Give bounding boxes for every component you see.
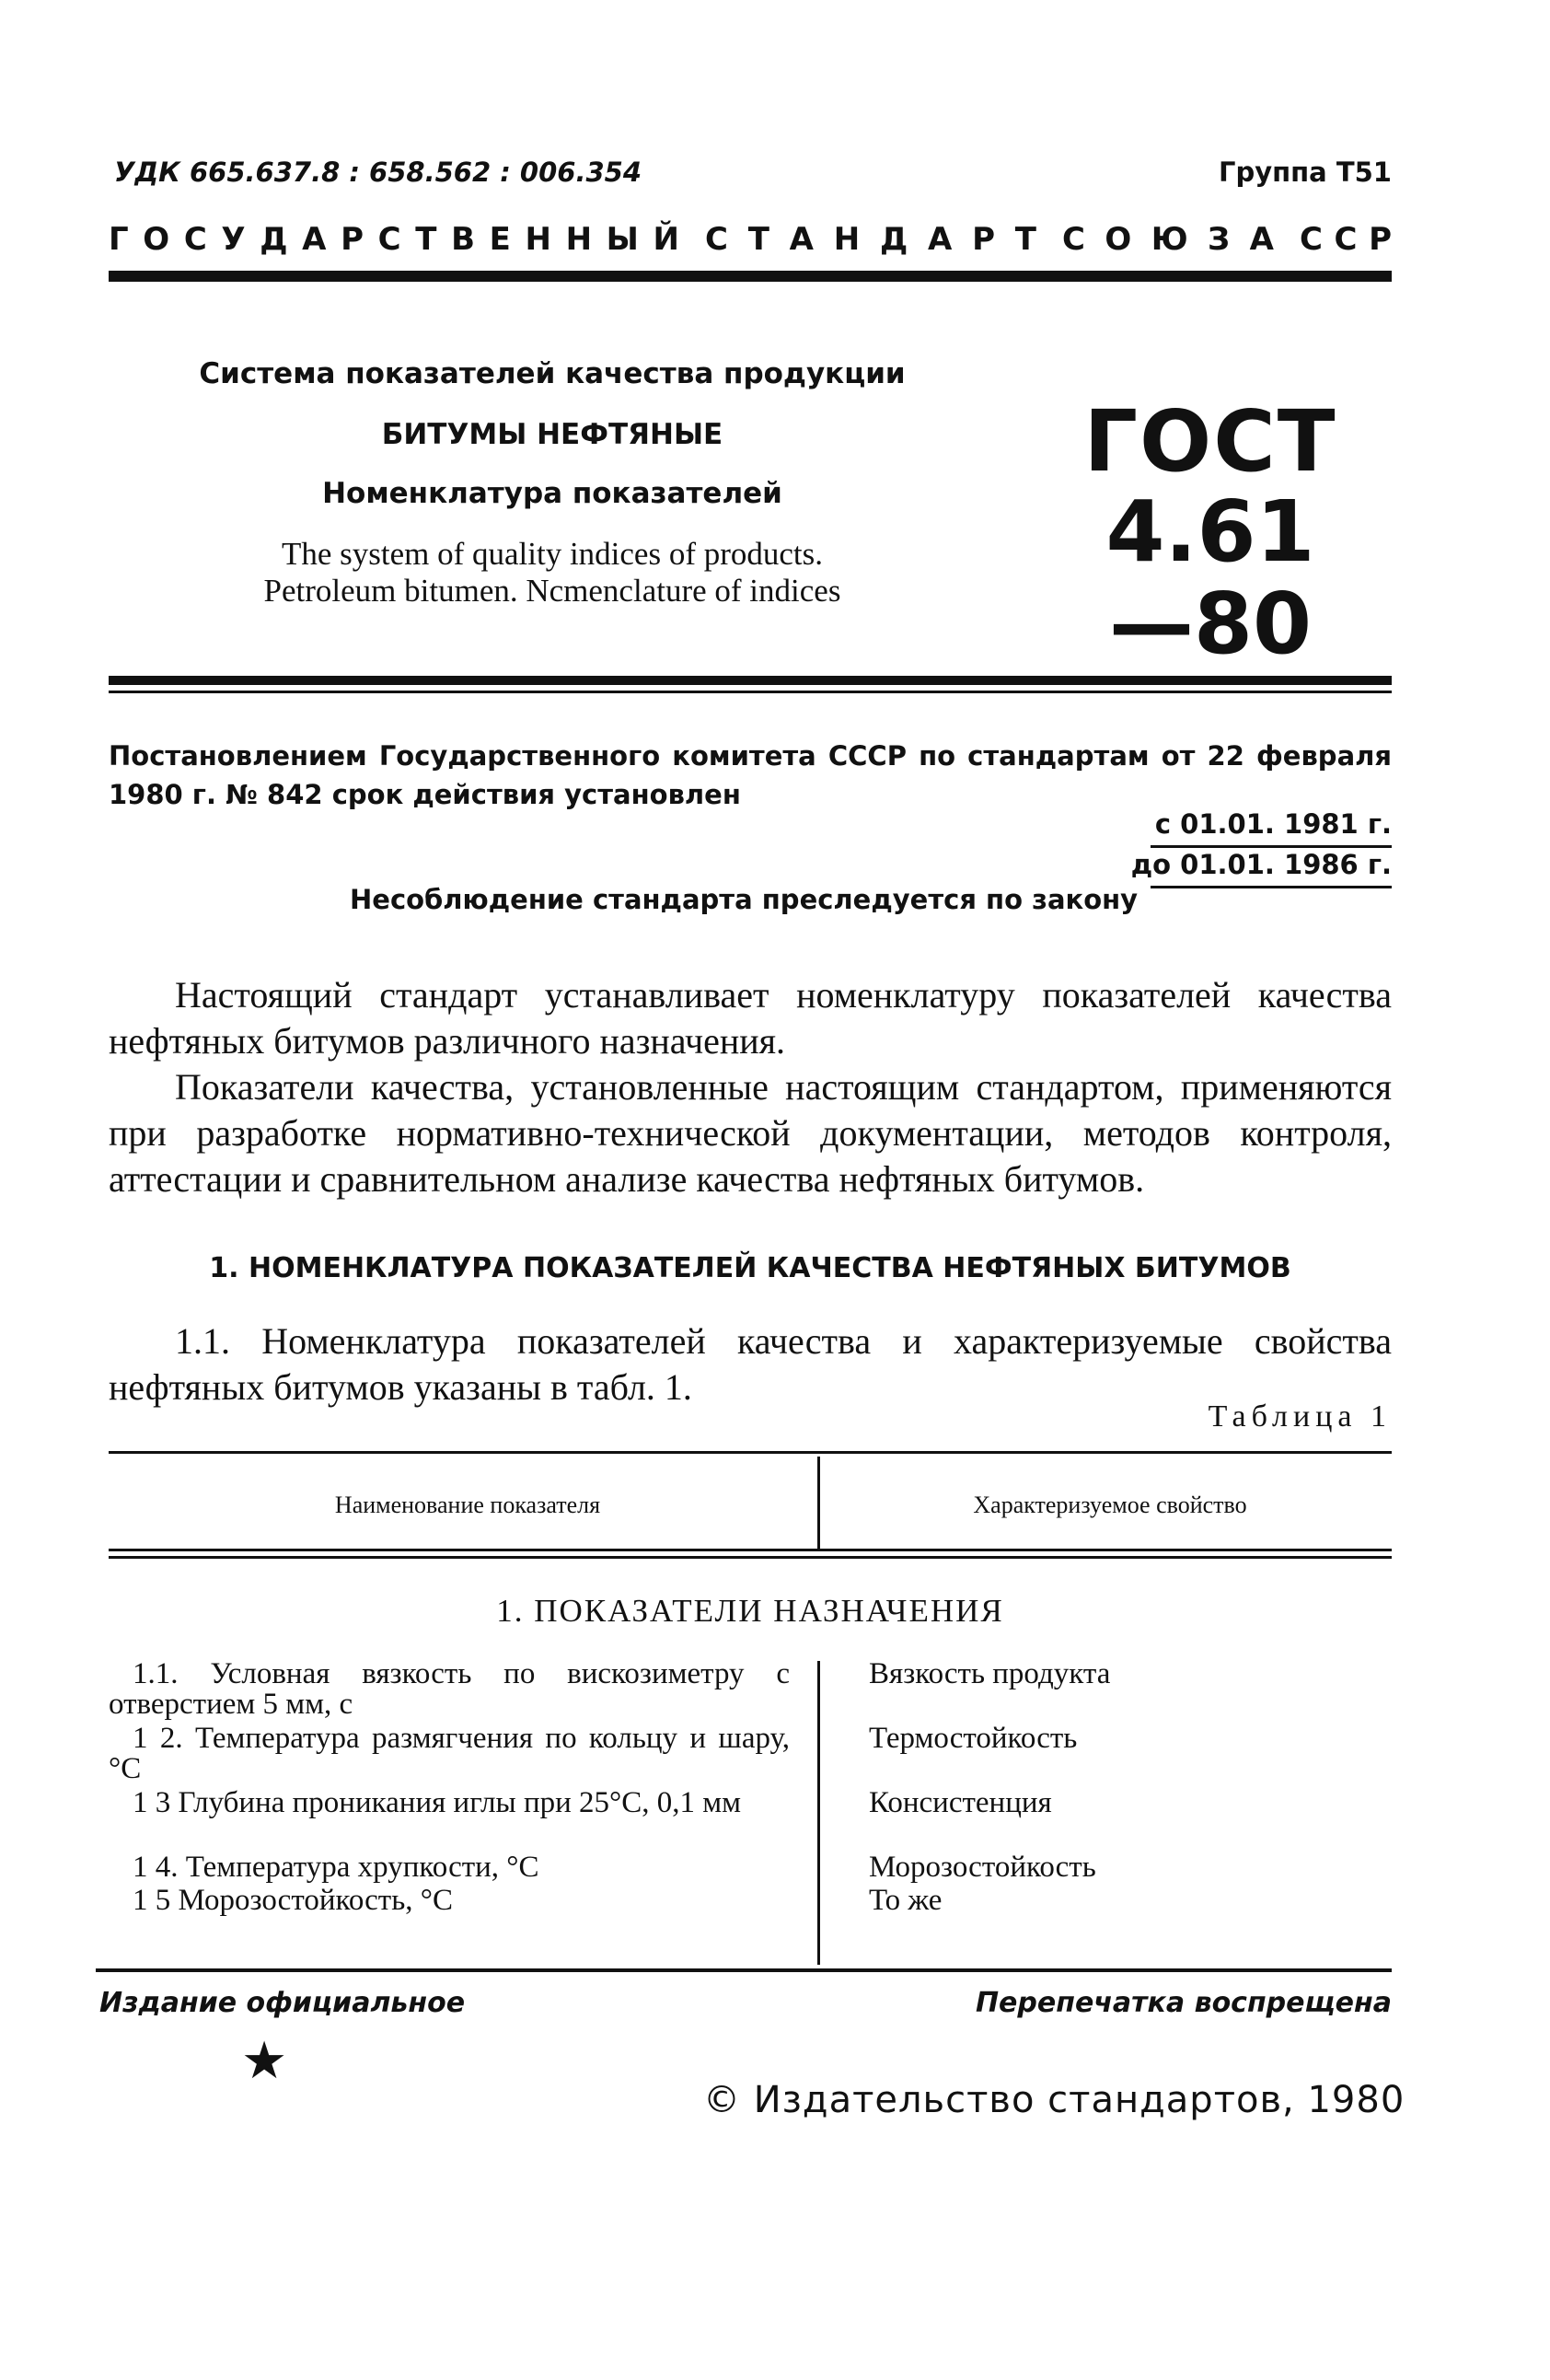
system-title: Система показателей качества продукции <box>199 357 906 390</box>
table-row-5-property: То же <box>869 1884 943 1917</box>
udk-code: УДК 665.637.8 : 658.562 : 006.354 <box>114 157 642 188</box>
star-icon: ★ <box>241 2033 288 2090</box>
decree-text: Постановлением Государственного комитета СССР по стандартам от 22 февраля 1980 г. № 842 срок действия установлен <box>109 740 1392 810</box>
row-text: 1.1. Условная вязкость по вискозиметру с отверстием 5 мм, с <box>109 1657 790 1721</box>
letter: С <box>1334 221 1358 258</box>
heading-word-2 <box>705 221 1036 258</box>
letter: А <box>1249 221 1274 258</box>
table-row-3-property: Консистенция <box>869 1786 1052 1819</box>
letter: Т <box>747 221 769 258</box>
heading-word-3 <box>1062 221 1274 258</box>
row-text: 1 2. Температура размягчения по кольцу и шару, °С <box>109 1722 790 1785</box>
row-text: 1 5 Морозостойкость, °С <box>133 1884 453 1917</box>
letter: Ы <box>606 221 639 258</box>
letter: О <box>1105 221 1132 258</box>
letter: С <box>183 221 207 258</box>
table-row-1-property: Вязкость продукта <box>869 1657 1111 1690</box>
heading-word-1 <box>109 221 679 258</box>
gost-label: ГОСТ <box>1083 392 1337 491</box>
header-rule <box>109 271 1392 282</box>
letter: О <box>143 221 170 258</box>
letter: Н <box>565 221 593 258</box>
title-rule-thin <box>109 691 1392 693</box>
letter: Д <box>260 221 288 258</box>
date-to: до 01.01. 1986 г. <box>1130 849 1392 880</box>
letter: З <box>1208 221 1231 258</box>
table-row-2-property: Термостойкость <box>869 1722 1078 1755</box>
main-title: БИТУМЫ НЕФТЯНЫЕ <box>381 418 723 451</box>
letter: Д <box>879 221 908 258</box>
section-1-title: 1. НОМЕНКЛАТУРА ПОКАЗАТЕЛЕЙ КАЧЕСТВА НЕФТЯНЫХ БИТУМОВ <box>209 1252 1291 1284</box>
letter: С <box>377 221 401 258</box>
paragraph-text: Показатели качества, установленные настоящим стандартом, применяются при разработке нормативно-технической документации, методов контроля, аттестации и сравнительном анализе качества нефтяных битумов. <box>109 1066 1392 1200</box>
intro-paragraph-1 <box>109 972 1392 1064</box>
letter: С <box>1300 221 1323 258</box>
clause-1-1 <box>109 1318 1392 1411</box>
table-row-2-name <box>109 1724 790 1784</box>
row-text: 1 3 Глубина проникания иглы при 25°С, 0,1 мм <box>133 1786 741 1819</box>
table-body-divider <box>817 1661 820 1965</box>
table-header-rule-1 <box>109 1549 1392 1551</box>
state-standard-heading <box>109 221 1392 258</box>
sub-title: Номенклатура показателей <box>322 477 782 510</box>
table-header-name: Наименование показателя <box>334 1492 601 1518</box>
table-top-rule <box>109 1451 1392 1454</box>
letter: Е <box>489 221 511 258</box>
date-from: с 01.01. 1981 г. <box>1154 808 1392 840</box>
title-rule-thick <box>109 676 1392 685</box>
law-notice: Несоблюдение стандарта преследуется по закону <box>350 884 1139 915</box>
letter: А <box>302 221 327 258</box>
letter: Р <box>972 221 995 258</box>
date-underline-2 <box>1151 886 1392 888</box>
intro-paragraph-2 <box>109 1064 1392 1202</box>
letter: У <box>221 221 246 258</box>
table-header-rule-2 <box>109 1556 1392 1559</box>
letter: Ю <box>1151 221 1188 258</box>
table-header-property: Характеризуемое свойство <box>973 1492 1247 1518</box>
table-group-heading: 1. ПОКАЗАТЕЛИ НАЗНАЧЕНИЯ <box>496 1593 1004 1629</box>
reprint-forbidden: Перепечатка воспрещена <box>975 1987 1392 2019</box>
english-title <box>184 536 920 610</box>
table-caption: Таблица 1 <box>1208 1399 1392 1434</box>
letter: Г <box>109 221 129 258</box>
table-row-4-name <box>109 1852 790 1883</box>
letter: Й <box>653 221 679 258</box>
letter: С <box>705 221 728 258</box>
paragraph-text: Настоящий стандарт устанавливает номенклатуру показателей качества нефтяных битумов различного назначения. <box>109 974 1392 1062</box>
table-row-1-name <box>109 1659 790 1720</box>
group-code: Группа Т51 <box>1218 157 1392 188</box>
letter: Р <box>341 221 364 258</box>
publisher-copyright: © Издательство стандартов, 1980 <box>703 2079 1405 2121</box>
english-title-line-1: The system of quality indices of products. <box>281 536 824 572</box>
letter: Т <box>415 221 437 258</box>
letter: А <box>927 221 953 258</box>
gost-number: 4.61—80 <box>1105 482 1315 673</box>
letter: Р <box>1369 221 1392 258</box>
letter: Н <box>833 221 861 258</box>
table-row-3-name <box>109 1788 790 1818</box>
table-row-5-name <box>109 1886 790 1916</box>
letter: А <box>789 221 814 258</box>
heading-word-4 <box>1300 221 1392 258</box>
english-title-line-2: Petroleum bitumen. Ncmenclature of indices <box>263 573 841 609</box>
row-text: 1 4. Температура хрупкости, °С <box>133 1851 539 1884</box>
letter: В <box>451 221 475 258</box>
date-underline-1 <box>1151 845 1392 848</box>
paragraph-text: 1.1. Номенклатура показателей качества и характеризуемые свойства нефтяных битумов указаны в табл. 1. <box>109 1320 1392 1408</box>
edition-official: Издание официальное <box>99 1987 466 2019</box>
letter: Н <box>525 221 551 258</box>
letter: С <box>1062 221 1085 258</box>
table-row-4-property: Морозостойкость <box>869 1851 1096 1884</box>
footer-rule <box>96 1968 1392 1972</box>
letter: Т <box>1014 221 1036 258</box>
